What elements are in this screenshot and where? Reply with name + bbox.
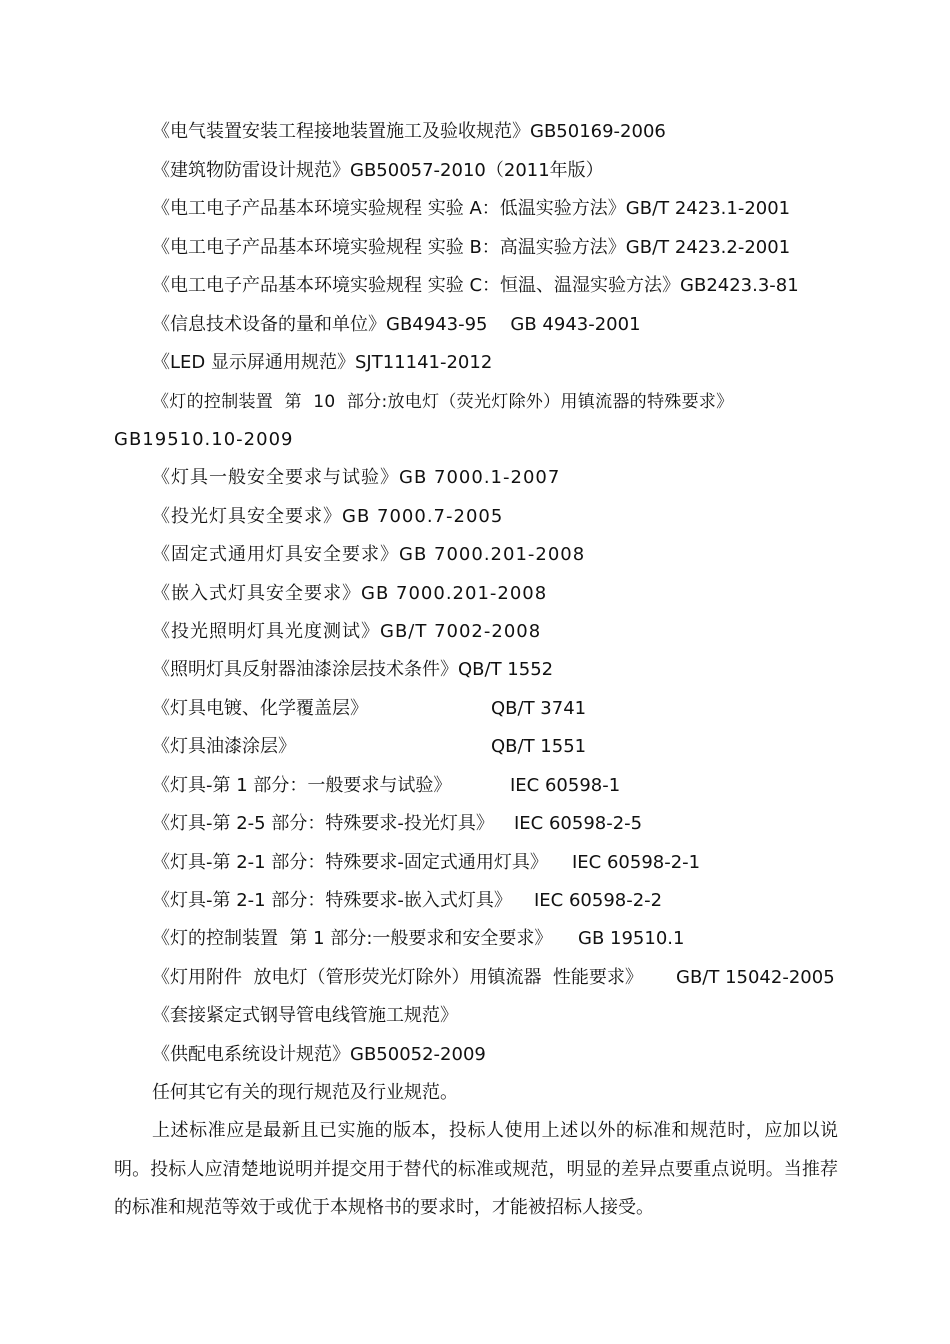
standard-code: GB 7000.201-2008 (361, 583, 548, 604)
standard-title: 《灯具油漆涂层》 (152, 736, 296, 757)
standard-code: IEC 60598-2-5 (514, 813, 643, 834)
standard-title: 《灯具-第 2-1 部分：特殊要求-固定式通用灯具》 (152, 852, 548, 873)
standard-item (152, 582, 547, 606)
standard-title: 《灯用附件 放电灯（管形荧光灯除外）用镇流器 性能要求》 (152, 967, 643, 988)
standard-code: SJT11141-2012 (354, 352, 493, 373)
standard-code: GB 7000.1-2007 (399, 467, 561, 488)
standard-item (152, 543, 585, 567)
standard-item-code: GB19510.10-2009 (114, 429, 294, 450)
standard-code: GB 7000.7-2005 (342, 506, 504, 527)
standard-item (152, 812, 642, 836)
standard-code: GB2423.3-81 (680, 275, 799, 296)
standard-title: 《灯具-第 1 部分：一般要求与试验》 (152, 775, 452, 796)
standard-title: 《固定式通用灯具安全要求》 (152, 544, 399, 565)
standard-item (152, 1043, 486, 1067)
standard-code: GB/T 7002-2008 (380, 621, 542, 642)
standard-item (152, 774, 620, 798)
standard-item (152, 966, 835, 990)
standard-code: IEC 60598-2-2 (534, 890, 663, 911)
standard-item (152, 120, 666, 144)
standard-code: GB/T 2423.1-2001 (625, 198, 791, 219)
standard-title: 《灯具电镀、化学覆盖层》 (152, 698, 368, 719)
standard-code: GB 7000.201-2008 (399, 544, 586, 565)
standard-item (152, 236, 790, 260)
standard-code: GB/T 2423.2-2001 (625, 237, 791, 258)
standard-item-title: 《灯的控制装置 第 10 部分:放电灯（荧光灯除外）用镇流器的特殊要求》 (152, 392, 734, 412)
standard-code: IEC 60598-1 (510, 775, 621, 796)
closing-paragraph: 上述标准应是最新且已实施的版本，投标人使用上述以外的标准和规范时，应加以说明。投标人应清楚地说明并提交用于替代的标准或规范，明显的差异点要重点说明。当推荐的标准和规范等效于或优于本规格书的要求时，才能被招标人接受。 (114, 1120, 838, 1218)
standard-code: GB50057-2010（2011年版） (350, 160, 604, 181)
standard-item (152, 351, 492, 375)
standard-item (152, 1004, 458, 1028)
standard-title: 《投光灯具安全要求》 (152, 506, 342, 527)
standard-code: GB/T 15042-2005 (676, 967, 835, 988)
standard-item (152, 851, 700, 875)
standard-item (152, 697, 586, 721)
standard-code: QB/T 1552 (458, 659, 554, 680)
standard-item (152, 197, 790, 221)
standard-code: GB50052-2009 (350, 1044, 486, 1065)
standard-title: 《灯具-第 2-5 部分：特殊要求-投光灯具》 (152, 813, 494, 834)
standard-code: GB50169-2006 (530, 121, 666, 142)
standard-item (152, 658, 553, 682)
standard-item (152, 159, 604, 183)
standard-title: 《灯的控制装置 第 1 部分:一般要求和安全要求》 (152, 928, 553, 949)
standard-item (152, 313, 641, 337)
standard-code: QB/T 3741 (491, 698, 587, 719)
standard-item (152, 466, 560, 490)
standard-item (152, 735, 586, 759)
standard-item (152, 889, 662, 913)
standard-title: 《灯具-第 2-1 部分：特殊要求-嵌入式灯具》 (152, 890, 512, 911)
standard-title: 《信息技术设备的量和单位》 (152, 314, 386, 335)
standard-title: 《电气装置安装工程接地装置施工及验收规范》 (152, 121, 530, 142)
standard-item (152, 505, 503, 529)
standard-title: 《LED 显示屏通用规范》 (152, 352, 355, 373)
standard-title: 《电工电子产品基本环境实验规程 实验 B：高温实验方法》 (152, 237, 626, 258)
standard-title: 《照明灯具反射器油漆涂层技术条件》 (152, 659, 458, 680)
other-standards-note: 任何其它有关的现行规范及行业规范。 (152, 1082, 458, 1103)
standard-title: 《电工电子产品基本环境实验规程 实验 C：恒温、温湿实验方法》 (152, 275, 681, 296)
standard-title: 《嵌入式灯具安全要求》 (152, 583, 361, 604)
standard-title: 《套接紧定式钢导管电线管施工规范》 (152, 1005, 458, 1026)
standard-item (152, 620, 541, 644)
standard-item (152, 274, 799, 298)
standard-code: GB4943-95 GB 4943-2001 (386, 314, 641, 335)
standard-code: QB/T 1551 (491, 736, 587, 757)
standard-code: IEC 60598-2-1 (572, 852, 701, 873)
standard-title: 《灯具一般安全要求与试验》 (152, 467, 399, 488)
standard-title: 《投光照明灯具光度测试》 (152, 621, 380, 642)
standard-code: GB 19510.1 (578, 928, 685, 949)
standard-title: 《电工电子产品基本环境实验规程 实验 A：低温实验方法》 (152, 198, 626, 219)
standard-title: 《供配电系统设计规范》 (152, 1044, 350, 1065)
standard-item (152, 927, 684, 951)
standard-title: 《建筑物防雷设计规范》 (152, 160, 350, 181)
